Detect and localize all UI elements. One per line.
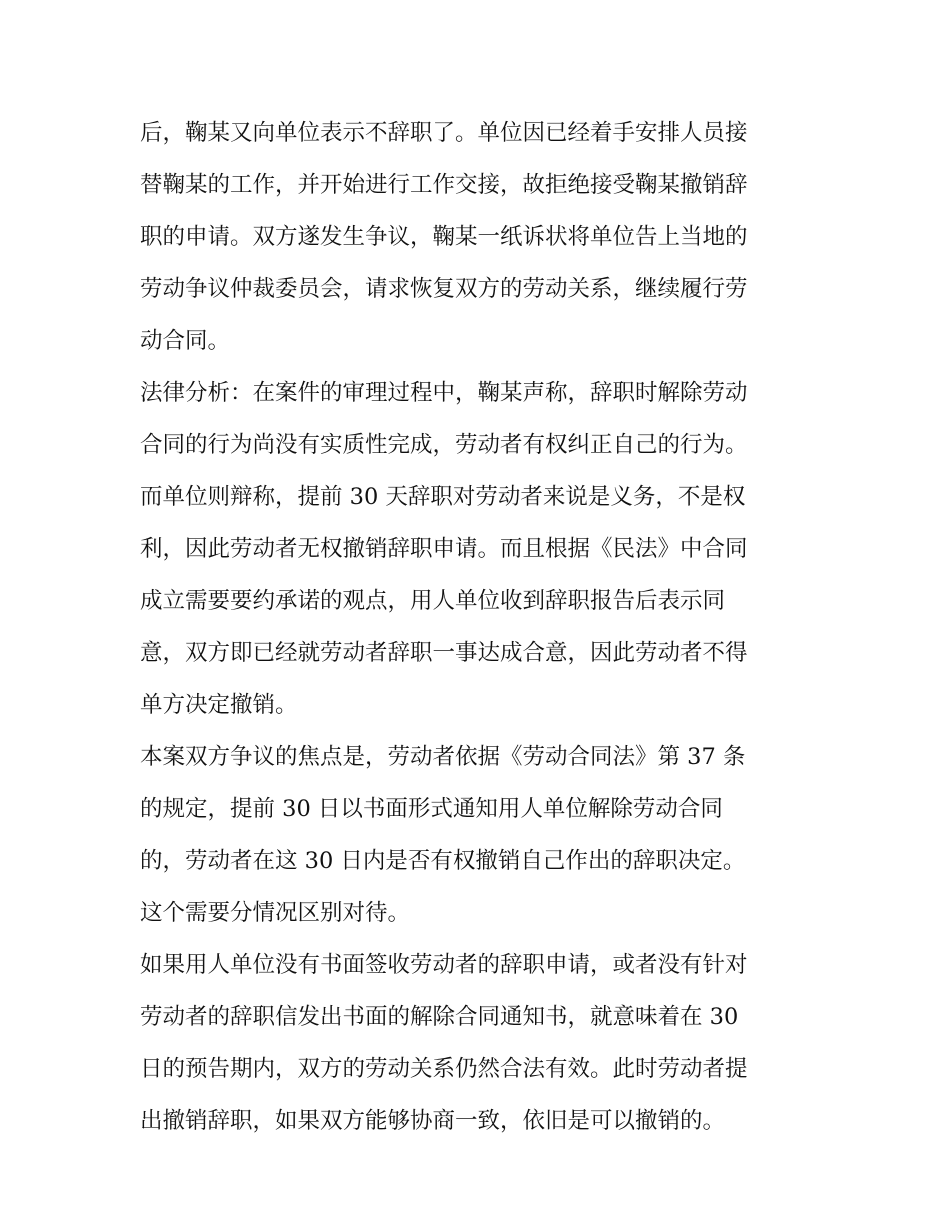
text-line: 单方决定撤销。 [140,692,298,718]
text-line: 这个需要分情况区别对待。 [140,900,411,926]
text-line: 劳动者的辞职信发出书面的解除合同通知书，就意味着在 30 [140,1004,739,1030]
text-line: 本案双方争议的焦点是，劳动者依据《劳动合同法》第 37 条 [140,744,746,770]
text-line: 职的申请。双方遂发生争议，鞠某一纸诉状将单位告上当地的 [140,224,748,250]
text-line: 日的预告期内，双方的劳动关系仍然合法有效。此时劳动者提 [140,1056,748,1082]
text-line: 利，因此劳动者无权撤销辞职申请。而且根据《民法》中合同 [140,536,748,562]
text-line: 替鞠某的工作，并开始进行工作交接，故拒绝接受鞠某撤销辞 [140,172,748,198]
text-line: 出撤销辞职，如果双方能够协商一致，依旧是可以撤销的。 [140,1108,726,1134]
text-line: 而单位则辩称，提前 30 天辞职对劳动者来说是义务，不是权 [140,484,746,510]
text-line: 的规定，提前 30 日以书面形式通知用人单位解除劳动合同 [140,796,723,822]
text-line: 成立需要要约承诺的观点，用人单位收到辞职报告后表示同 [140,588,726,614]
text-line: 的，劳动者在这 30 日内是否有权撤销自己作出的辞职决定。 [140,848,746,874]
text-line: 动合同。 [140,328,231,354]
text-line: 后，鞠某又向单位表示不辞职了。单位因已经着手安排人员接 [140,120,748,146]
text-line: 法律分析：在案件的审理过程中，鞠某声称，辞职时解除劳动 [140,380,748,406]
text-line: 合同的行为尚没有实质性完成，劳动者有权纠正自己的行为。 [140,432,748,458]
text-line: 如果用人单位没有书面签收劳动者的辞职申请，或者没有针对 [140,952,748,978]
document-body [140,107,820,1147]
text-line: 劳动争议仲裁委员会，请求恢复双方的劳动关系，继续履行劳 [140,276,748,302]
text-line: 意，双方即已经就劳动者辞职一事达成合意，因此劳动者不得 [140,640,748,666]
